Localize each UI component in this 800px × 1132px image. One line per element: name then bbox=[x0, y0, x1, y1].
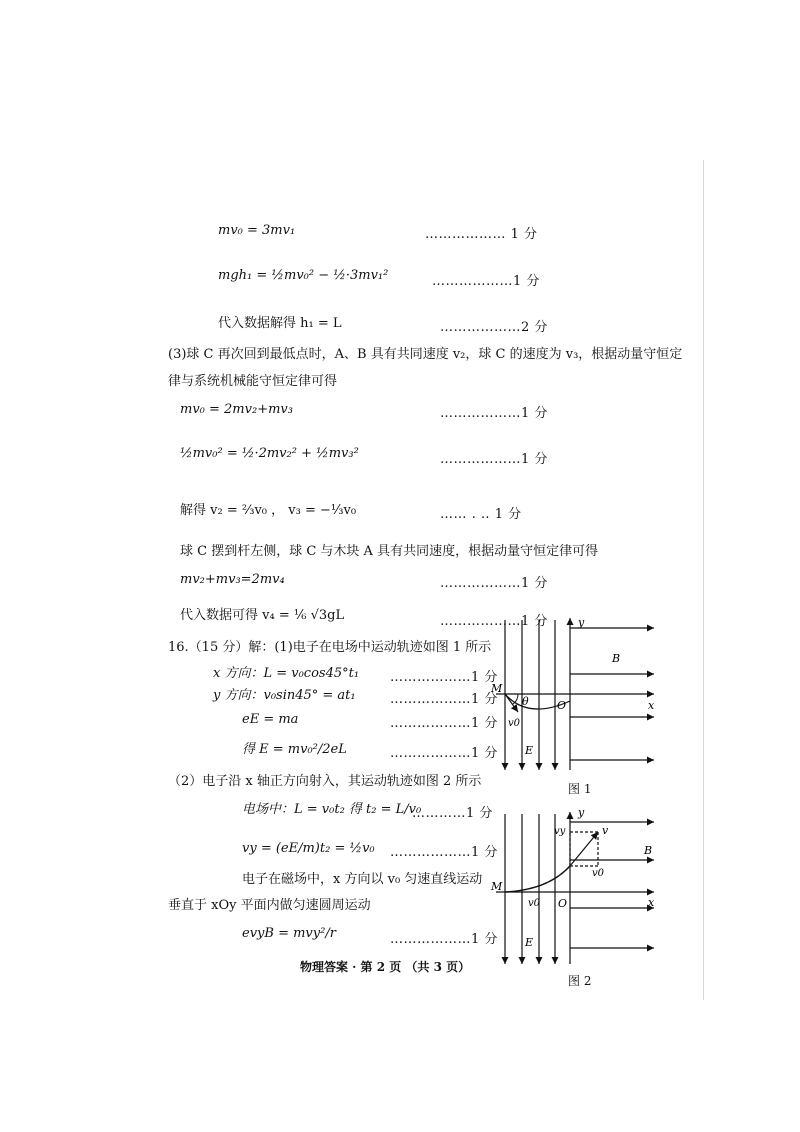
fig1-label-v0: v0 bbox=[508, 718, 521, 729]
points-3: ………………2 分 bbox=[440, 320, 548, 335]
points-13: …………1 分 bbox=[412, 806, 493, 821]
fig2-label-O: O bbox=[558, 897, 568, 910]
fig2-label-M: M bbox=[491, 880, 503, 893]
q16-y-direction: y 方向：v₀sin45° = at₁ bbox=[213, 688, 356, 703]
fig1-label-E: E bbox=[525, 744, 534, 757]
q16-field-time: 电场中：L = v₀t₂ 得 t₂ = L/v₀ bbox=[242, 802, 422, 817]
points-9: ………………1 分 bbox=[390, 670, 498, 685]
points-14: ………………1 分 bbox=[390, 845, 498, 860]
q16-force: evyB = mvy²/r bbox=[242, 926, 336, 941]
points-12: ………………1 分 bbox=[390, 746, 498, 761]
part3-line2: 律与系统机械能守恒定律可得 bbox=[168, 374, 338, 389]
q16-plane-line: 垂直于 xOy 平面内做匀速圆周运动 bbox=[168, 898, 371, 913]
figure-1 bbox=[488, 612, 660, 772]
result-v2-v3: 解得 v₂ = ⅔v₀ ， v₃ = −⅓v₀ bbox=[180, 503, 357, 518]
fig2-label-vy: vy bbox=[554, 826, 566, 837]
eq-momentum-3: mv₂+mv₃=2mv₄ bbox=[180, 572, 285, 587]
eq-momentum-2: mv₀ = 2mv₂+mv₃ bbox=[180, 402, 293, 417]
fig2-label-x: x bbox=[648, 896, 655, 909]
fig2-label-E: E bbox=[525, 936, 534, 949]
fig2-label-B: B bbox=[644, 844, 653, 857]
figure-1-caption: 图 1 bbox=[568, 782, 592, 796]
q16-part2-header: （2）电子沿 x 轴正方向射入，其运动轨迹如图 2 所示 bbox=[168, 774, 482, 789]
points-10: ………………1 分 bbox=[390, 692, 498, 707]
eq-energy-1: mgh₁ = ½mv₀² − ½·3mv₁² bbox=[218, 268, 389, 283]
fig1-label-x: x bbox=[648, 699, 655, 712]
q16-magnetic-line: 电子在磁场中，x 方向以 v₀ 匀速直线运动 bbox=[242, 872, 483, 887]
fig1-label-O: O bbox=[557, 699, 567, 712]
fig1-label-M: M bbox=[491, 682, 503, 695]
fig2-label-v: v bbox=[602, 824, 609, 837]
fig1-label-B: B bbox=[612, 652, 621, 665]
points-4: ………………1 分 bbox=[440, 406, 548, 421]
result-v4: 代入数据可得 v₄ = ⅙ √3gL bbox=[180, 608, 345, 623]
q16-x-direction: x 方向：L = v₀cos45°t₁ bbox=[213, 666, 360, 681]
figure-2-caption: 图 2 bbox=[568, 974, 592, 988]
points-1: ……………… 1 分 bbox=[425, 227, 538, 242]
q16-E-result: 得 E = mv₀²/2eL bbox=[242, 742, 347, 757]
eq-energy-2: ½mv₀² = ½·2mv₂² + ½mv₃² bbox=[180, 446, 359, 461]
points-8: ………………1 分 bbox=[440, 614, 548, 629]
page-footer: 物理答案 · 第 2 页 （共 3 页） bbox=[300, 960, 471, 974]
points-15: ………………1 分 bbox=[390, 932, 498, 947]
fig2-label-v0-box: v0 bbox=[592, 868, 605, 879]
q16-vy: vy = (eE/m)t₂ = ½v₀ bbox=[242, 841, 375, 856]
result-h1: 代入数据解得 h₁ = L bbox=[218, 316, 342, 331]
eq-momentum-1: mv₀ = 3mv₁ bbox=[218, 223, 296, 238]
points-2: ………………1 分 bbox=[432, 274, 540, 289]
points-5: ………………1 分 bbox=[440, 452, 548, 467]
points-6: …… . ‥ 1 分 bbox=[440, 507, 522, 522]
figure-2 bbox=[488, 808, 660, 966]
part3-line1: (3)球 C 再次回到最低点时，A、B 具有共同速度 v₂，球 C 的速度为 v₃，根据动量守恒定 bbox=[168, 347, 683, 362]
fig1-label-y: y bbox=[578, 616, 585, 629]
scan-edge-line bbox=[703, 160, 704, 1000]
fig1-label-theta: θ bbox=[522, 695, 529, 708]
points-7: ………………1 分 bbox=[440, 576, 548, 591]
points-11: ………………1 分 bbox=[390, 716, 498, 731]
part3-line3: 球 C 摆到杆左侧，球 C 与木块 A 具有共同速度，根据动量守恒定律可得 bbox=[180, 544, 599, 559]
q16-header: 16.（15 分）解：(1)电子在电场中运动轨迹如图 1 所示 bbox=[168, 640, 492, 655]
fig2-label-y: y bbox=[578, 808, 585, 819]
fig2-label-v0: v0 bbox=[528, 898, 541, 909]
q16-eE: eE = ma bbox=[242, 712, 299, 727]
